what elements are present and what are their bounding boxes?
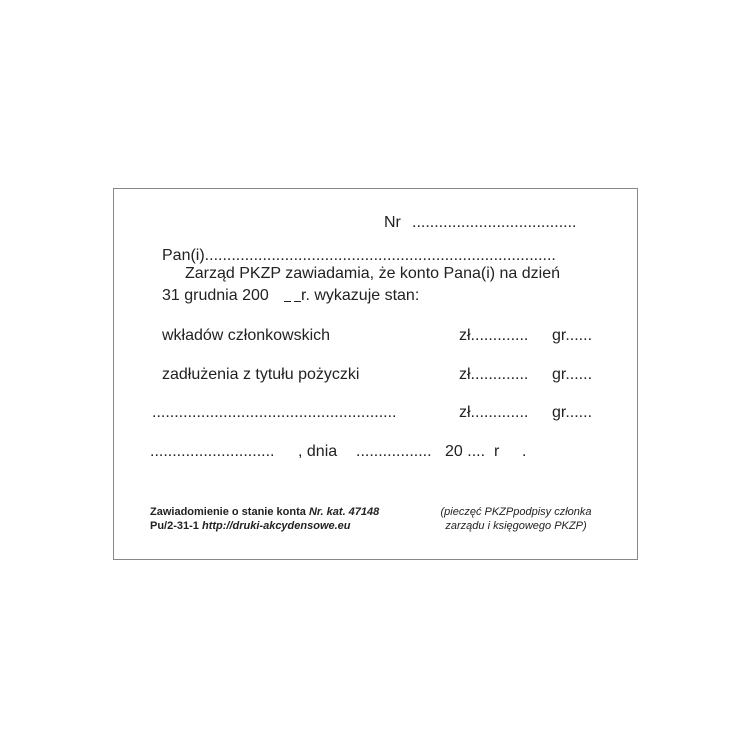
row-loan-gr: gr...... xyxy=(552,366,593,383)
nr-field: ..................................... xyxy=(412,214,577,231)
row-loan-label: zadłużenia z tytułu pożyczki xyxy=(162,366,360,383)
place-field: ............................ xyxy=(150,443,275,460)
footer-code: Pu/2-31-1 xyxy=(150,520,199,532)
notice-form xyxy=(113,188,638,560)
digit-blank-2 xyxy=(294,301,301,302)
message-line-1: Zarząd PKZP zawiadamia, że konto Pana(i) na dzień xyxy=(185,265,561,282)
date-period: . xyxy=(522,443,527,460)
date-field: ................. xyxy=(356,443,432,460)
message-line-2-end: r. wykazuje stan: xyxy=(301,287,420,304)
message-line-2-start: 31 grudnia 200 xyxy=(162,287,269,304)
nr-label: Nr xyxy=(384,214,401,231)
footer-url: http://druki-akcydensowe.eu xyxy=(201,520,351,532)
stamp-caption-line-2: zarządu i księgowego PKZP) xyxy=(445,520,587,532)
year-field: 20 .... xyxy=(445,443,486,460)
row-other-label: ....................................................... xyxy=(152,404,397,421)
row-contributions-label: wkładów członkowskich xyxy=(162,327,331,344)
row-contributions-gr: gr...... xyxy=(552,327,593,344)
footer-catalog: Nr. kat. 47148 xyxy=(308,506,380,518)
pan-field: Pan(i)............................................................................... xyxy=(162,247,556,264)
footer-code-line xyxy=(150,519,351,533)
year-suffix: r xyxy=(494,443,500,460)
row-other-zl: zł............. xyxy=(459,404,529,421)
row-contributions-zl: zł............. xyxy=(459,327,529,344)
footer-title: Zawiadomienie o stanie konta xyxy=(150,506,306,518)
stamp-caption xyxy=(426,505,606,533)
footer-title-line xyxy=(150,505,379,519)
row-other-gr: gr...... xyxy=(552,404,593,421)
row-loan-zl: zł............. xyxy=(459,366,529,383)
dnia-label: , dnia xyxy=(298,443,338,460)
digit-blank-1 xyxy=(284,301,291,302)
stamp-caption-line-1: (pieczęć PKZPpodpisy członka xyxy=(440,506,592,518)
